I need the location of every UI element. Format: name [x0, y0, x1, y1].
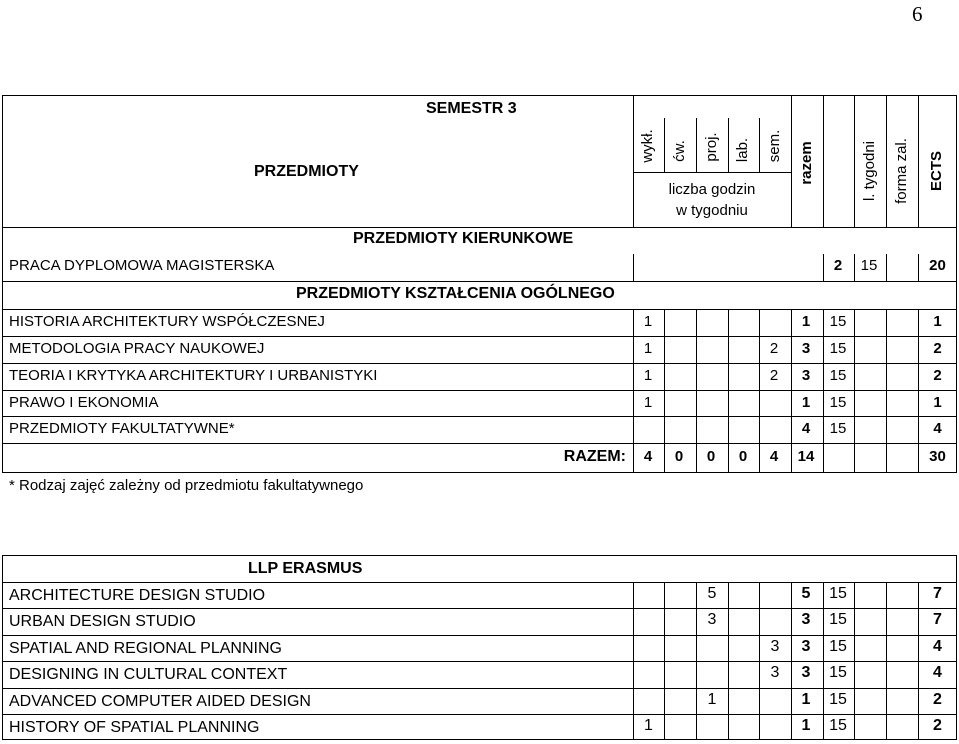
semester-title: SEMESTR 3	[426, 100, 517, 117]
col-rule	[918, 95, 919, 227]
hours-caption: w tygodniu	[676, 202, 748, 219]
cell-ects: 7	[933, 611, 942, 628]
cell-tygodni: 15	[829, 585, 847, 602]
cell-razem: 3	[801, 664, 811, 681]
row-name: PRZEDMIOTY FAKULTATYWNE*	[9, 420, 235, 437]
cell-tygodni: 15	[829, 313, 847, 330]
header-cw: ćw.	[671, 140, 688, 162]
row-rule	[2, 416, 957, 417]
cell-ects: 1	[933, 313, 942, 330]
col-rule	[759, 118, 760, 172]
cell-tygodni: 15	[829, 420, 847, 437]
header-razem: razem	[798, 141, 815, 185]
cell-tygodni: 15	[829, 664, 847, 681]
row-rule	[2, 688, 957, 689]
row-rule	[2, 635, 957, 636]
col-rule	[823, 95, 824, 227]
col-rule	[854, 309, 855, 443]
cell-razem: 1	[801, 691, 811, 708]
subjects-header: PRZEDMIOTY	[254, 163, 359, 180]
cell-lab: 1	[707, 691, 717, 708]
cell-ects: 7	[933, 585, 942, 602]
cell-wykl: 1	[644, 717, 653, 734]
row-rule	[2, 661, 957, 662]
cell-tygodni: 15	[829, 340, 847, 357]
row-name: PRAWO I EKONOMIA	[9, 394, 159, 411]
header-rule	[2, 227, 957, 228]
col-rule	[696, 309, 697, 443]
col-rule	[664, 309, 665, 443]
cell-wykl: 1	[643, 367, 653, 384]
col-rule	[633, 254, 634, 281]
cell-razem: 4	[801, 420, 811, 437]
cell-razem: 3	[801, 611, 811, 628]
row-rule	[2, 363, 957, 364]
cell-tygodni: 15	[829, 691, 847, 708]
row-rule	[2, 336, 957, 337]
cell-ects: 4	[933, 420, 942, 437]
cell-ects: 2	[933, 367, 942, 384]
cell-lab: 3	[707, 611, 717, 628]
cell-wykl: 1	[643, 394, 653, 411]
cell-ects: 1	[933, 394, 942, 411]
row-rule	[2, 714, 957, 715]
col-rule	[696, 582, 697, 740]
total-cw: 0	[674, 448, 684, 465]
cell-razem: 1	[801, 313, 811, 330]
col-rule	[823, 443, 824, 473]
col-rule	[886, 582, 887, 740]
header-tygodni: l. tygodni	[861, 140, 878, 202]
cell-tygodni: 15	[829, 611, 847, 628]
row-name: METODOLOGIA PRACY NAUKOWEJ	[9, 340, 265, 357]
cell-ects: 2	[933, 717, 942, 734]
header-forma: forma zal.	[893, 138, 910, 204]
col-rule	[886, 95, 887, 227]
cell-ects: 4	[933, 664, 942, 681]
col-rule	[728, 582, 729, 740]
row-rule	[2, 582, 957, 583]
cell-ects: 20	[929, 257, 946, 274]
col-rule	[886, 443, 887, 473]
cell-razem: 1	[801, 394, 811, 411]
col-rule	[854, 95, 855, 227]
row-name: DESIGNING IN CULTURAL CONTEXT	[9, 666, 288, 683]
col-rule	[854, 582, 855, 740]
row-name: HISTORY OF SPATIAL PLANNING	[9, 719, 260, 736]
cell-tygodni: 15	[829, 394, 847, 411]
row-rule	[2, 390, 957, 391]
total-ects: 30	[929, 448, 946, 465]
col-rule	[791, 95, 792, 227]
cell-razem: 1	[801, 717, 811, 734]
cell-sem: 3	[770, 664, 780, 681]
page-number: 6	[912, 2, 923, 26]
hours-caption: liczba godzin	[668, 181, 756, 198]
razem-label: RAZEM:	[563, 448, 626, 465]
erasmus-title: LLP ERASMUS	[248, 560, 363, 577]
col-rule	[759, 582, 760, 740]
row-name: URBAN DESIGN STUDIO	[9, 613, 196, 630]
cell-ects: 4	[933, 638, 942, 655]
header-wykl: wykł.	[639, 129, 656, 163]
row-rule	[2, 281, 957, 282]
row-name: ADVANCED COMPUTER AIDED DESIGN	[9, 693, 311, 710]
hours-caption-rule	[633, 172, 791, 173]
cell-ects: 2	[933, 691, 942, 708]
col-rule	[664, 582, 665, 740]
cell-tygodni: 15	[860, 257, 878, 274]
col-rule	[886, 254, 887, 281]
cell-razem: 3	[801, 367, 811, 384]
cell-sem: 3	[770, 638, 780, 655]
cell-razem: 2	[833, 257, 843, 274]
total-razem: 4	[769, 448, 779, 465]
cell-ects: 2	[933, 340, 942, 357]
cell-wykl: 1	[643, 313, 653, 330]
row-rule	[2, 309, 957, 310]
section-heading: PRZEDMIOTY KSZTAŁCENIA OGÓLNEGO	[296, 285, 615, 302]
cell-tygodni: 15	[829, 638, 847, 655]
col-rule	[886, 309, 887, 443]
header-lab: lab.	[734, 137, 751, 163]
cell-tygodni: 15	[829, 367, 847, 384]
row-name: ARCHITECTURE DESIGN STUDIO	[9, 587, 266, 604]
section-heading: PRZEDMIOTY KIERUNKOWE	[353, 230, 574, 247]
col-rule	[728, 118, 729, 172]
row-rule	[2, 443, 957, 444]
row-rule	[2, 608, 957, 609]
row-name: HISTORIA ARCHITEKTURY WSPÓŁCZESNEJ	[9, 313, 325, 330]
header-ects: ECTS	[928, 150, 945, 192]
cell-razem: 5	[801, 585, 811, 602]
col-rule	[854, 443, 855, 473]
row-name: PRACA DYPLOMOWA MAGISTERSKA	[9, 257, 275, 274]
total-lab: 0	[738, 448, 748, 465]
total-proj: 0	[706, 448, 716, 465]
cell-tygodni: 15	[829, 717, 847, 734]
row-name: SPATIAL AND REGIONAL PLANNING	[9, 640, 282, 657]
header-sem: sem.	[766, 129, 783, 163]
cell-razem: 3	[801, 340, 811, 357]
col-rule	[728, 309, 729, 443]
cell-sem: 2	[769, 367, 779, 384]
row-name: TEORIA I KRYTYKA ARCHITEKTURY I URBANISTYKI	[9, 367, 378, 384]
total-tygodni: 14	[797, 448, 815, 465]
header-proj: proj.	[703, 132, 720, 162]
col-rule	[696, 118, 697, 172]
cell-wykl: 1	[643, 340, 653, 357]
cell-sem: 2	[769, 340, 779, 357]
cell-lab: 5	[707, 585, 717, 602]
total-wykl: 4	[643, 448, 653, 465]
cell-razem: 3	[801, 638, 811, 655]
col-rule	[664, 118, 665, 172]
footnote: * Rodzaj zajęć zależny od przedmiotu fakultatywnego	[9, 477, 364, 494]
